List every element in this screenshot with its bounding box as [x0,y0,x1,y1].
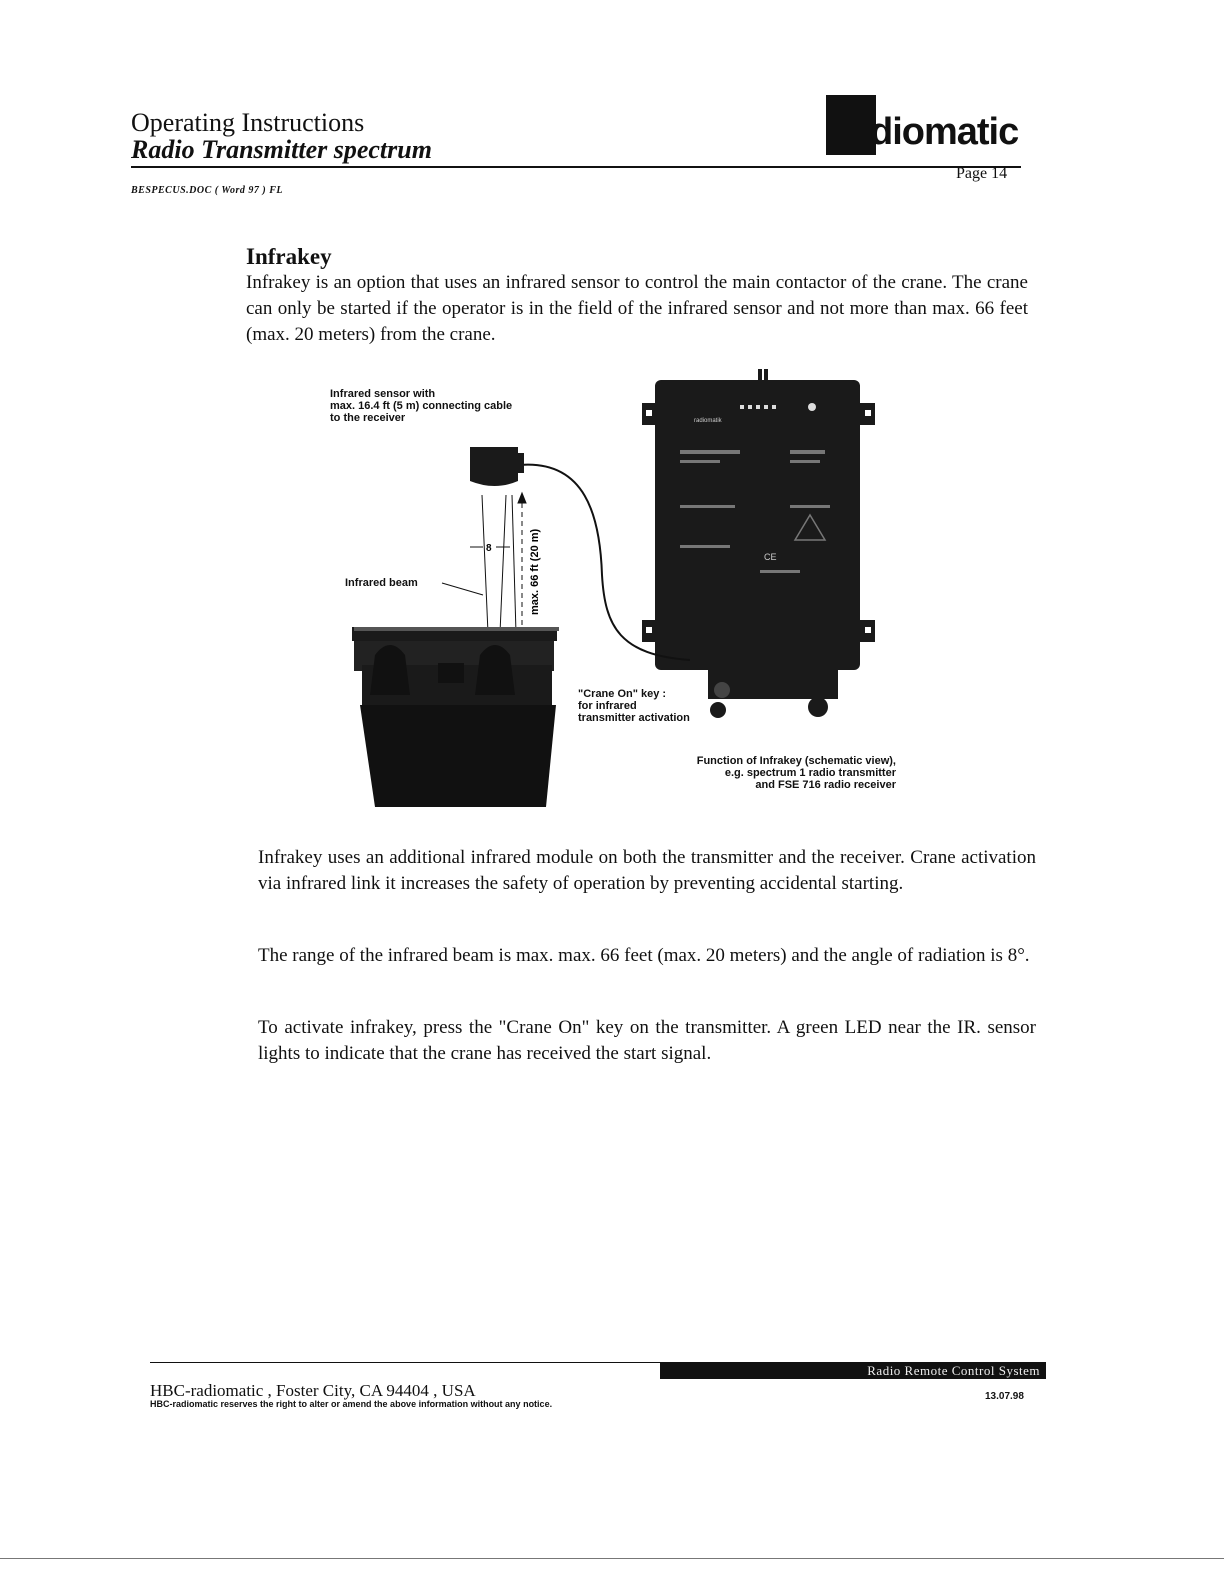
logo-block [826,95,876,155]
radio-transmitter [352,627,559,807]
document-title: Operating Instructions [131,108,365,137]
logo-text: diomatic [870,111,1019,153]
footer-disclaimer: HBC-radiomatic reserves the right to alter or amend the above information without any notice. [150,1399,553,1409]
receiver-unit [642,369,875,718]
file-reference: BESPECUS.DOC ( Word 97 ) FL [131,185,284,196]
sensor-label-1: Infrared sensor with [330,388,436,400]
page-number: Page 14 [956,165,1008,182]
infrakey-figure [320,365,920,825]
caption-line-1: Function of Infrakey (schematic view), [696,755,896,767]
receiver-brand: radiomatik [694,418,722,424]
footer-company: HBC-radiomatic , Foster City, CA 94404 , USA [150,1381,476,1400]
sensor-label-2: max. 16.4 ft (5 m) connecting cable [330,400,513,412]
key-label-3: transmitter activation [578,712,690,724]
page-bottom-rule [0,1558,1224,1559]
beam-label: Infrared beam [345,577,418,589]
angle-label: 8 [486,543,492,554]
sensor-label-3: to the receiver [330,412,406,424]
section-title: Infrakey [246,244,332,269]
paragraph-activation: To activate infrakey, press the "Crane On" key on the transmitter. A green LED near the IR. sensor lights to indicate that the crane has received the start signal. [258,1017,1036,1064]
company-logo [826,95,1026,155]
caption-line-3: and FSE 716 radio receiver [755,779,896,791]
infrared-beam [442,493,526,633]
paragraph-range: The range of the infrared beam is max. max. 66 feet (max. 20 meters) and the angle of radiation is 8°. [258,945,1030,966]
key-label-2: for infrared [578,700,637,712]
footer-bar-text: Radio Remote Control System [867,1363,1040,1378]
header-rule [131,166,1021,168]
infrared-sensor [470,447,524,486]
caption-line-2: e.g. spectrum 1 radio transmitter [724,767,896,779]
intro-paragraph: Infrakey is an option that uses an infrared sensor to control the main contactor of the crane. The crane can only be started if the operator is in the field of the infrared sensor and not more than max. 66 feet (max. 20 meters) from the crane. [246,272,1028,345]
range-label: max. 66 ft (20 m) [529,528,541,615]
document-subtitle: Radio Transmitter spectrum [131,135,432,164]
paragraph-safety: Infrakey uses an additional infrared module on both the transmitter and the receiver. Crane activation via infrared link it increases the safety of operation by preventing accidental starting. [258,847,1036,894]
key-label-1: "Crane On" key : [578,688,667,700]
footer-date: 13.07.98 [985,1391,1024,1402]
ce-mark: CE [764,552,777,562]
